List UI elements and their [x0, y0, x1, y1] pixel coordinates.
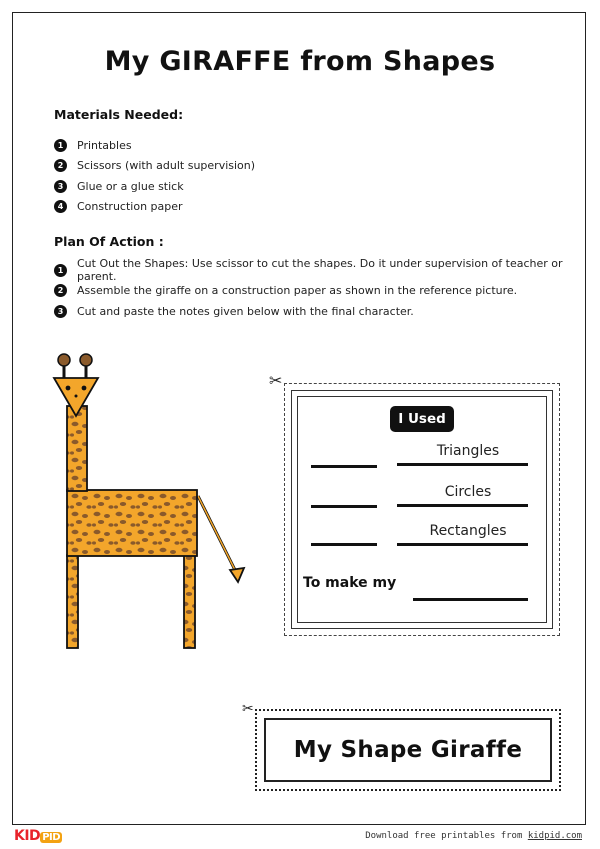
list-item-text: Cut Out the Shapes: Use scissor to cut the shapes. Do it under supervision of teacher or parent. — [77, 257, 563, 284]
footer-text: Download free printables from — [365, 831, 523, 841]
blank-line — [311, 543, 377, 546]
number-badge: 4 — [54, 200, 67, 213]
number-badge: 2 — [54, 284, 67, 297]
list-item-text: Construction paper — [77, 200, 183, 214]
list-item — [54, 135, 255, 156]
page-title: My GIRAFFE from Shapes — [104, 46, 496, 77]
blank-line — [397, 504, 528, 507]
scissors-icon: ✂ — [242, 701, 254, 717]
number-badge: 2 — [54, 159, 67, 172]
scissors-icon: ✂ — [269, 371, 283, 390]
blank-line — [413, 598, 528, 601]
number-badge: 1 — [54, 264, 67, 277]
materials-heading: Materials Needed: — [54, 107, 184, 122]
list-item-text: Assemble the giraffe on a construction paper as shown in the reference picture. — [77, 284, 518, 298]
list-item — [54, 257, 600, 284]
logo-kid: KID — [14, 828, 41, 844]
to-make-my-label: To make my — [303, 575, 397, 591]
plan-heading: Plan Of Action : — [54, 234, 164, 249]
list-item — [54, 176, 255, 197]
blank-line — [311, 505, 377, 508]
footer-credit — [365, 831, 582, 841]
blank-line — [397, 543, 528, 546]
plan-list — [54, 257, 600, 322]
name-label-cutout — [255, 709, 561, 791]
list-item — [54, 156, 255, 177]
i-used-badge: I Used — [390, 406, 454, 432]
list-item-text: Glue or a glue stick — [77, 179, 184, 193]
shape-word-rectangles: Rectangles — [429, 523, 507, 539]
blank-line — [311, 465, 377, 468]
logo-pid: PID — [42, 832, 61, 843]
shape-word-triangles: Triangles — [436, 443, 500, 459]
kidpid-logo — [14, 828, 62, 844]
list-item — [54, 281, 600, 302]
number-badge: 1 — [54, 139, 67, 152]
number-badge: 3 — [54, 180, 67, 193]
list-item-text: Scissors (with adult supervision) — [77, 159, 256, 173]
name-label: My Shape Giraffe — [264, 718, 552, 782]
footer-link[interactable]: kidpid.com — [527, 831, 582, 841]
list-item-text: Cut and paste the notes given below with the final character. — [77, 304, 414, 318]
materials-list — [54, 135, 255, 217]
list-item — [54, 197, 255, 218]
blank-line — [397, 463, 528, 466]
list-item — [54, 301, 600, 322]
shape-word-circles: Circles — [444, 484, 492, 500]
list-item-text: Printables — [77, 138, 132, 152]
giraffe-illustration — [48, 348, 248, 653]
number-badge: 3 — [54, 305, 67, 318]
